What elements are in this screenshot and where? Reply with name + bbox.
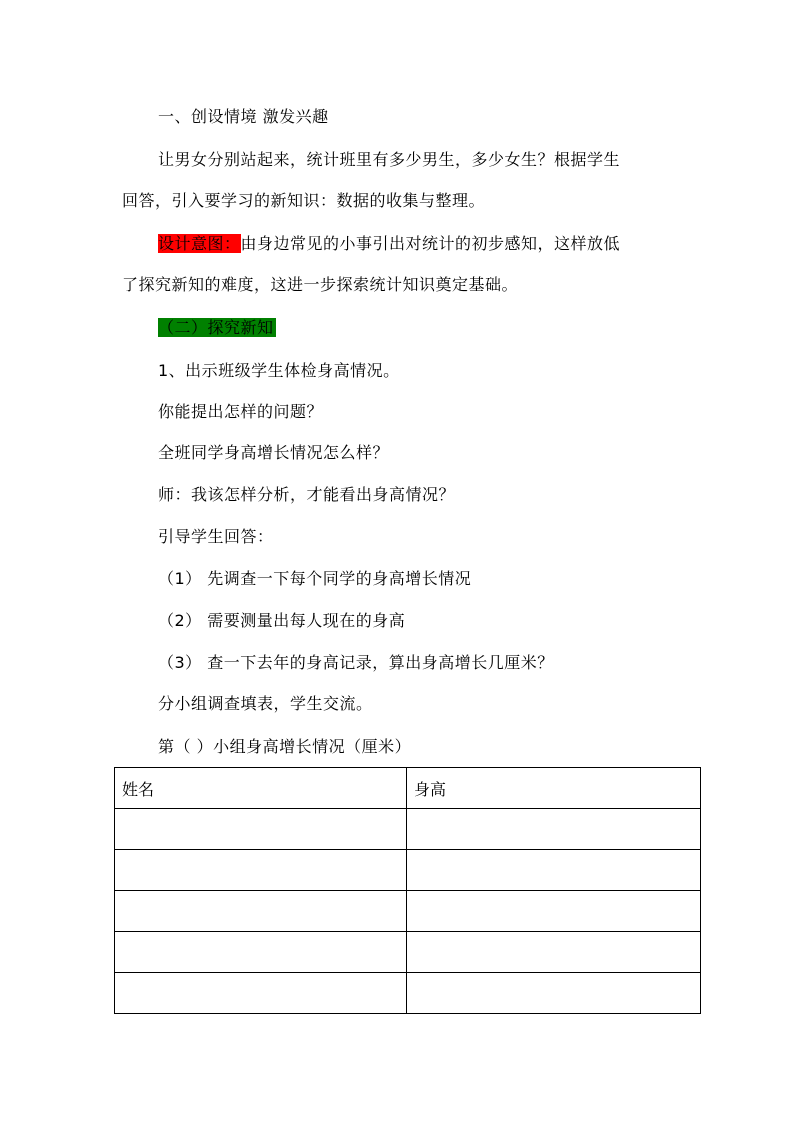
list-item: （1） 先调查一下每个同学的身高增长情况 — [158, 569, 472, 588]
list-item: （3） 查一下去年的身高记录，算出身高增长几厘米？ — [158, 653, 554, 672]
table-row — [115, 809, 701, 850]
table-cell — [407, 891, 701, 932]
paragraph-line: 师：我该怎样分析，才能看出身高情况？ — [158, 485, 456, 504]
table-cell — [407, 973, 701, 1014]
table-cell — [407, 809, 701, 850]
table-header-cell: 姓名 — [115, 768, 407, 809]
design-intent-line — [158, 233, 620, 255]
table-row — [115, 891, 701, 932]
table-caption: 第（ ）小组身高增长情况（厘米） — [158, 737, 412, 756]
paragraph-line: 你能提出怎样的问题？ — [158, 402, 324, 421]
table-cell — [115, 973, 407, 1014]
design-intent-text: 由身边常见的小事引出对统计的初步感知，这样放低 — [240, 234, 621, 253]
section-heading-1: 一、创设情境 激发兴趣 — [158, 107, 329, 126]
paragraph-line: 了探究新知的难度，这进一步探索统计知识奠定基础。 — [122, 275, 519, 294]
list-item: （2） 需要测量出每人现在的身高 — [158, 611, 406, 630]
table-cell — [407, 850, 701, 891]
paragraph-line: 引导学生回答： — [158, 527, 274, 546]
design-intent-label: 设计意图： — [158, 234, 241, 253]
paragraph-line: 让男女分别站起来，统计班里有多少男生，多少女生？根据学生 — [158, 150, 621, 169]
paragraph-line: 1、出示班级学生体检身高情况。 — [158, 361, 400, 380]
table-row — [115, 932, 701, 973]
table-row — [115, 850, 701, 891]
table-cell — [115, 932, 407, 973]
section-heading-2-label: （二）探究新知 — [158, 318, 274, 337]
paragraph-line: 回答，引入要学习的新知识：数据的收集与整理。 — [122, 191, 486, 210]
table-cell — [115, 850, 407, 891]
table-cell — [407, 932, 701, 973]
height-table — [114, 767, 701, 1014]
section-heading-2 — [158, 317, 276, 339]
paragraph-line: 分小组调查填表，学生交流。 — [158, 694, 373, 713]
table-cell — [115, 809, 407, 850]
table-cell — [115, 891, 407, 932]
table-row — [115, 973, 701, 1014]
table-header-row — [115, 768, 701, 809]
table-header-cell: 身高 — [407, 768, 701, 809]
paragraph-line: 全班同学身高增长情况怎么样？ — [158, 443, 390, 462]
